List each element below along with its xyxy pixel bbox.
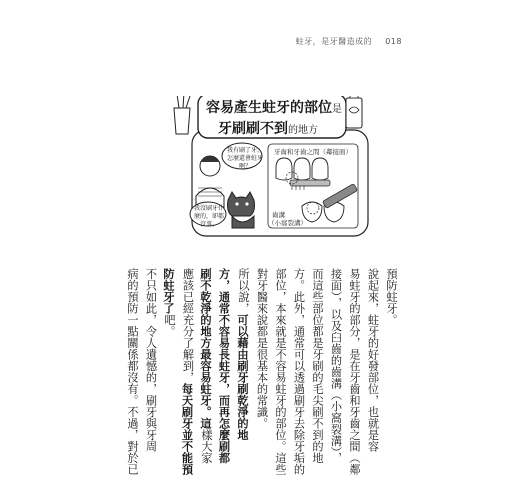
- body-column: 應該已經充分了解到，每天刷牙並不能預: [180, 268, 195, 475]
- toothpaste-icon: [346, 96, 362, 128]
- toothbrush-cup-icon: [174, 96, 190, 134]
- body-column: 防蛀牙了吧。: [162, 268, 176, 337]
- body-column: 預防蛀牙。: [385, 268, 398, 326]
- teeth-upper: [276, 158, 328, 180]
- body-column: 病的預防一點關係都沒有。不過，對於已: [126, 268, 139, 475]
- body-column: 刷不乾淨的地方最容易蛀牙。這樣大家: [199, 268, 213, 464]
- speech-text-bottom: 我沒刷牙什 麼的，卻都 沒事。: [194, 205, 225, 228]
- body-column: 方。此外，通常可以透過刷牙去除牙垢的: [292, 268, 306, 475]
- label-pit-sub: （小窩裂溝）: [268, 219, 307, 227]
- banner-line-1: 容易產生蛀牙的部位是: [206, 100, 342, 116]
- person-figure: [196, 156, 224, 208]
- label-interdental: 牙齒和牙齒之間（鄰接面）: [274, 148, 352, 156]
- speech-text-top: 我有刷了牙， 怎麼還會蛀牙 啊？: [227, 147, 264, 170]
- body-column: 接面），以及臼齒的齒溝（小窩裂溝），: [329, 268, 343, 464]
- body-column: 說起來，蛀牙的好發部位，也就是容: [366, 268, 380, 452]
- body-column: 部位，本來就是不容易蛀牙的部位。這些: [274, 268, 287, 475]
- banner-line-2: 牙刷刷不到的地方: [218, 121, 318, 137]
- running-title: 蛀牙，是牙醫造成的: [295, 37, 373, 46]
- body-column: 而這些部位都是牙刷的毛尖刷不到的地: [311, 268, 324, 464]
- body-column: 方，通常不容易長蛀牙，而再怎麼刷都: [217, 268, 232, 464]
- label-pit: 齒溝: [272, 211, 285, 219]
- page-number: 018: [385, 37, 402, 46]
- body-column: 所以說，可以藉由刷牙刷乾淨的地: [236, 268, 250, 441]
- cat-figure: [228, 192, 255, 228]
- body-column: 易蛀牙的部分，是在牙齒和牙齒之間（鄰: [348, 268, 361, 475]
- running-header: [296, 36, 402, 47]
- body-column: 對牙醫來說都是很基本的常識。: [255, 268, 269, 429]
- body-column: 不只如此，令人遺憾的，刷牙與牙周: [144, 268, 158, 452]
